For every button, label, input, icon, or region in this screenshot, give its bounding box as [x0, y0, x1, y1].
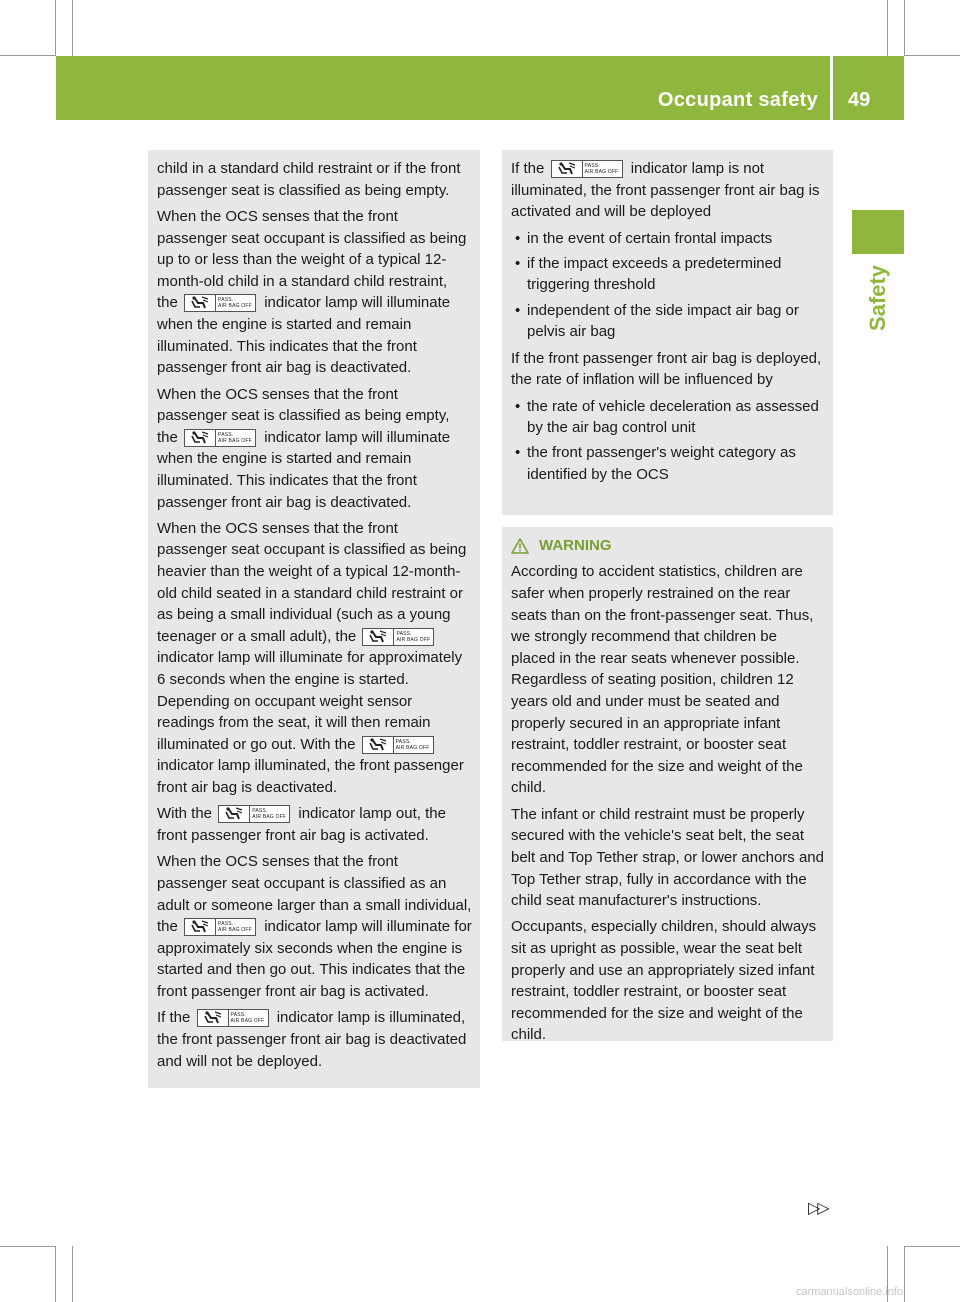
right-text-panel: [502, 150, 833, 515]
paragraph: [157, 803, 472, 846]
child-seat-pass-airbag-off-icon: [551, 160, 623, 178]
list-item: • the front passenger's weight category as identified by the OCS: [511, 442, 825, 485]
continue-arrows-icon: ▷▷: [808, 1200, 827, 1217]
pass-text: PASS.: [218, 297, 234, 304]
pass-airbag-off-label: [229, 1009, 269, 1027]
paragraph: [157, 158, 472, 201]
paragraph-text: indicator lamp illuminated, the front passenger front air bag is deactivated.: [157, 757, 464, 797]
paragraph-text: With the: [157, 805, 213, 823]
child-seat-pass-airbag-off-icon: [362, 736, 434, 754]
paragraph: The infant or child restraint must be properly secured with the vehicle's seat belt, the seat belt and Top Tether strap, or lower anchors and Top Tether strap, fully in accordance with the child seat manufacturer's instructions.: [511, 805, 824, 910]
child-seat-icon: [551, 160, 583, 178]
child-seat-icon: [184, 918, 216, 936]
header-separator: [830, 56, 833, 120]
child-seat-pass-airbag-off-icon: [184, 429, 256, 447]
warning-title: WARNING: [539, 537, 612, 554]
paragraph: [157, 851, 472, 1002]
section-title: Occupant safety: [657, 89, 818, 111]
crop-mark: [0, 55, 56, 56]
paragraph-text: indicator lamp will illuminate for approximately six seconds when the engine is started and then go out. This indicates that the front passenger front air bag is activated.: [157, 918, 472, 1000]
child-seat-pass-airbag-off-icon: [184, 918, 256, 936]
crop-mark: [72, 0, 73, 56]
child-seat-icon: [218, 805, 250, 823]
child-seat-icon: [184, 429, 216, 447]
paragraph-text: indicator lamp will illuminate for approximately 6 seconds when the engine is started. Depending on occupant weight sensor readings from the seat, it will then remain illuminated or go out. With the: [157, 649, 463, 753]
paragraph-text: When the OCS senses that the front passenger seat occupant is classified as being up to or less than the weight of a typical 12-month-old child in a standard child restraint, the: [157, 207, 467, 312]
left-text-panel: [148, 150, 480, 1088]
crop-mark: [887, 0, 888, 56]
list-item: • if the impact exceeds a predetermined triggering threshold: [511, 253, 825, 296]
pass-airbag-off-label: [394, 628, 434, 646]
pass-text: PASS.: [218, 921, 234, 928]
pass-airbag-off-label: [216, 294, 256, 312]
pass-airbag-off-label: [216, 918, 256, 936]
pass-text: PASS.: [252, 808, 268, 815]
side-tab-marker: [852, 210, 904, 254]
pass-text: PASS.: [584, 163, 600, 169]
paragraph-text: indicator lamp is not illuminated, the front passenger front air bag is activated and will be deployed: [511, 160, 820, 221]
airbag-off-text: AIR BAG OFF: [218, 303, 252, 310]
child-seat-icon: [362, 736, 394, 754]
list-item: • independent of the side impact air bag or pelvis air bag: [511, 300, 825, 343]
pass-airbag-off-label: [394, 736, 434, 754]
crop-mark: [55, 0, 56, 56]
pass-text: PASS.: [395, 738, 411, 745]
paragraph: [157, 206, 472, 379]
crop-mark: [72, 1246, 73, 1302]
paragraph: [511, 158, 825, 223]
crop-mark: [904, 55, 960, 56]
paragraph-text: When the OCS senses that the front passenger seat is classified as being empty, the: [157, 385, 450, 446]
pass-airbag-off-label: [250, 805, 290, 823]
paragraph: [157, 384, 472, 514]
paragraph-text: indicator lamp is illuminated, the front passenger front air bag is deactivated and will not be deployed.: [157, 1009, 467, 1070]
footer-watermark: carmanualsonline.info: [796, 1286, 904, 1298]
paragraph-text: indicator lamp will illuminate when the engine is started and remain illuminated. This indicates that the front passenger front air bag is deactivated.: [157, 428, 451, 511]
pass-text: PASS.: [230, 1012, 246, 1019]
warning-panel: [502, 527, 833, 1044]
paragraph: If the front passenger front air bag is deployed, the rate of inflation will be influenced by: [511, 349, 822, 389]
paragraph-text: When the OCS senses that the front passenger seat occupant is classified as being heavier than the weight of a typical 12-month-old child seated in a standard child restraint or as being a small individual (such as a young teenager or a small adult), the: [157, 519, 467, 645]
warning-heading: [511, 535, 825, 557]
airbag-off-text: AIR BAG OFF: [395, 744, 430, 751]
pass-airbag-off-label: [583, 160, 623, 178]
paragraph-text: If the: [157, 1009, 191, 1027]
airbag-off-text: AIR BAG OFF: [230, 1018, 265, 1025]
side-tab: [852, 258, 904, 338]
child-seat-icon: [362, 628, 394, 646]
paragraph: [157, 518, 472, 799]
warning-triangle-icon: [511, 538, 529, 554]
paragraph: [157, 1007, 472, 1072]
airbag-off-text: AIR BAG OFF: [218, 437, 252, 444]
bullet-list: [511, 228, 825, 343]
crop-mark: [904, 1246, 960, 1247]
crop-mark: [55, 1246, 56, 1302]
child-seat-pass-airbag-off-icon: [218, 805, 290, 823]
pass-airbag-off-label: [216, 429, 256, 447]
paragraph-text: indicator lamp out, the front passenger front air bag is activated.: [157, 805, 446, 844]
side-tab-label: Safety: [865, 264, 890, 332]
pass-text: PASS.: [396, 630, 412, 637]
child-seat-icon: [184, 294, 216, 312]
pass-text: PASS.: [218, 431, 234, 438]
crop-mark: [0, 1246, 56, 1247]
airbag-off-text: AIR BAG OFF: [252, 814, 287, 821]
paragraph: Occupants, especially children, should always sit as upright as possible, wear the seat belt properly and use an appropriately sized infant restraint, toddler restraint, or booster seat recommended for the size and weight of the child.: [511, 918, 817, 1044]
child-seat-pass-airbag-off-icon: [362, 628, 434, 646]
airbag-off-text: AIR BAG OFF: [218, 927, 252, 934]
crop-mark: [904, 0, 905, 56]
paragraph-text: When the OCS senses that the front passenger seat occupant is classified as an adult or someone larger than a small individual, the: [157, 853, 472, 936]
crop-mark: [904, 1246, 905, 1302]
airbag-off-text: AIR BAG OFF: [396, 636, 431, 643]
airbag-off-text: AIR BAG OFF: [584, 169, 619, 175]
paragraph-text: child in a standard child restraint or if the front passenger seat is classified as being empty.: [157, 160, 461, 199]
bullet-list: [511, 396, 825, 486]
child-seat-pass-airbag-off-icon: [197, 1009, 269, 1027]
list-item: • the rate of vehicle deceleration as assessed by the air bag control unit: [511, 396, 825, 439]
paragraph-text: If the: [511, 160, 545, 177]
page-number: 49: [848, 89, 871, 111]
child-seat-pass-airbag-off-icon: [184, 294, 256, 312]
paragraph-text: indicator lamp will illuminate when the engine is started and remain illuminated. This indicates that the front passenger front air bag is deactivated.: [157, 294, 451, 377]
list-item: • in the event of certain frontal impacts: [511, 228, 825, 250]
paragraph: According to accident statistics, children are safer when properly restrained on the rear seats than on the front-passenger seat. Thus, we strongly recommend that children be placed in the rear seats whenever possible. Regardless of seating position, children 12 years old and under must be seated and properly secured in an appropriate infant restraint, toddler restraint, or booster seat recommended for the size and weight of the child.: [511, 563, 814, 797]
child-seat-icon: [197, 1009, 229, 1027]
